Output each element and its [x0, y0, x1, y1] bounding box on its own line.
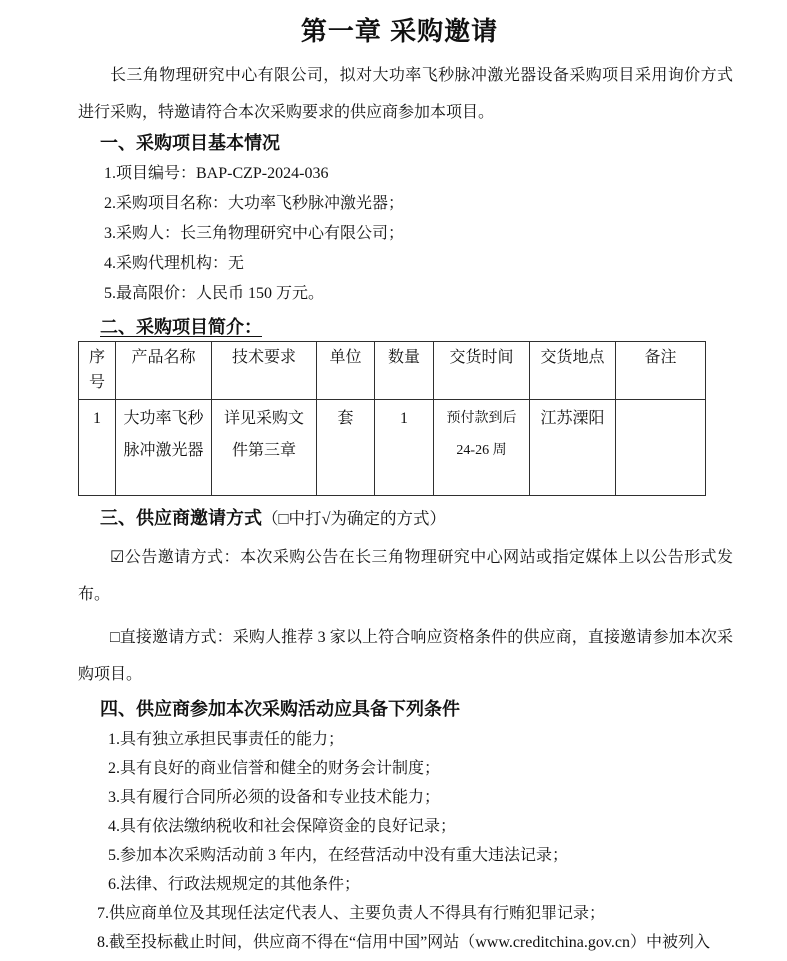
intro-paragraph: 长三角物理研究中心有限公司，拟对大功率飞秒脉冲激光器设备采购项目采用询价方式进行采购，特邀请符合本次采购要求的供应商参加本项目。: [78, 67, 733, 121]
table-cell: 预付款到后 24-26 周: [434, 400, 530, 496]
list-item: 8.截至投标截止时间，供应商不得在“信用中国”网站（www.creditchina.gov.cn）中被列入: [97, 934, 710, 951]
table-header-cell: 交货地点: [530, 342, 616, 400]
table-header-cell: 产品名称: [116, 342, 212, 400]
products-table: [78, 341, 706, 496]
direct-invitation-option: □直接邀请方式：采购人推荐 3 家以上符合响应资格条件的供应商，直接邀请参加本次采购项目。: [78, 629, 733, 683]
table-header-cell: 单位: [317, 342, 375, 400]
list-item: 4.具有依法缴纳税收和社会保障资金的良好记录；: [108, 818, 457, 835]
list-item: 4.采购代理机构：无: [104, 255, 245, 272]
list-item: 5.参加本次采购活动前 3 年内，在经营活动中没有重大违法记录；: [108, 847, 569, 864]
table-cell: 套: [317, 400, 375, 496]
list-item: 1.具有独立承担民事责任的能力；: [108, 731, 345, 748]
list-item: 2.采购项目名称：大功率飞秒脉冲激光器；: [104, 195, 405, 212]
section-3-heading-note: （□中打√为确定的方式）: [262, 509, 447, 528]
table-header-cell: 交货时间: [434, 342, 530, 400]
list-item: 6.法律、行政法规规定的其他条件；: [108, 876, 361, 893]
table-header-row: [79, 342, 706, 400]
list-item: 3.具有履行合同所必须的设备和专业技术能力；: [108, 789, 441, 806]
table-cell: 江苏溧阳: [530, 400, 616, 496]
table-cell: 1: [375, 400, 434, 496]
table-header-cell: 备注: [616, 342, 706, 400]
table-header-cell: 序号: [79, 342, 116, 400]
list-item: 2.具有良好的商业信誉和健全的财务会计制度；: [108, 760, 441, 777]
announcement-invitation-option: ☑公告邀请方式：本次采购公告在长三角物理研究中心网站或指定媒体上以公告形式发布。: [78, 549, 733, 603]
list-item: 1.项目编号：BAP-CZP-2024-036: [104, 165, 329, 182]
section-3-heading: [100, 506, 733, 531]
list-item: 3.采购人：长三角物理研究中心有限公司；: [104, 225, 405, 242]
section-1-list: [78, 159, 733, 309]
table-header-cell: 数量: [375, 342, 434, 400]
list-item: 7.供应商单位及其现任法定代表人、主要负责人不得具有行贿犯罪记录；: [97, 905, 606, 922]
section-4-list: [78, 725, 733, 957]
list-item: 5.最高限价：人民币 150 万元。: [104, 285, 325, 302]
section-4-heading: 四、供应商参加本次采购活动应具备下列条件: [100, 699, 460, 719]
section-2-heading: 二、采购项目简介：: [100, 317, 262, 337]
table-cell: 1: [79, 400, 116, 496]
section-1-heading: 一、采购项目基本情况: [100, 133, 280, 153]
table-cell: 详见采购文件第三章: [212, 400, 317, 496]
table-cell: 大功率飞秒脉冲激光器: [116, 400, 212, 496]
page-title: 第一章 采购邀请: [300, 16, 499, 46]
table-header-cell: 技术要求: [212, 342, 317, 400]
table-row: [79, 400, 706, 496]
section-3-heading-bold: 三、供应商邀请方式: [100, 508, 262, 528]
table-cell: [616, 400, 706, 496]
